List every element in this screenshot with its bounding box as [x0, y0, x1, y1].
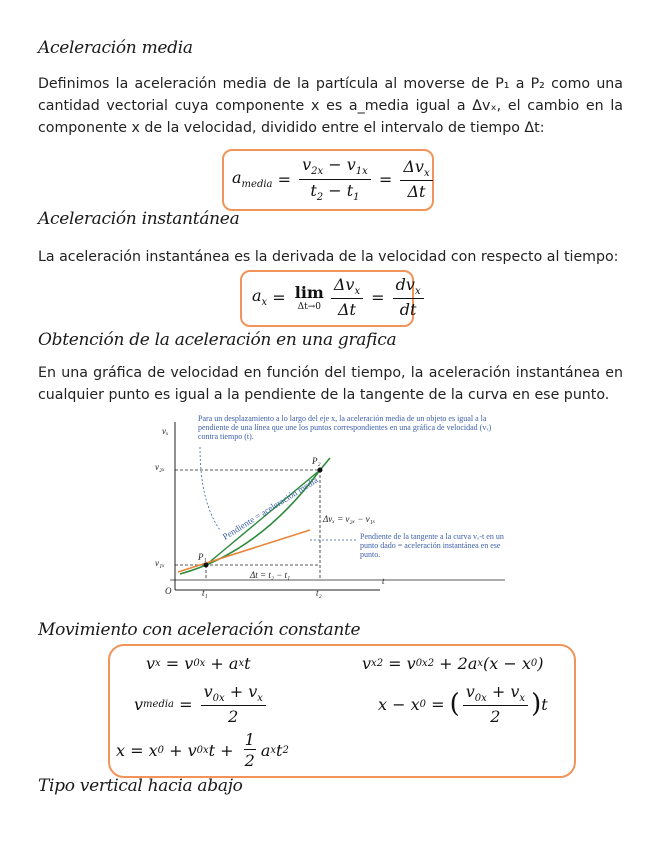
- paragraph-aceleracion-media: Definimos la aceleración media de la partícula al moverse de P₁ a P₂ como una cantidad vectorial cuya componente x es a_media igual a Δvₓ, el cambio en la componente x de la velocidad, dividido entre el intervalo de tiempo Δt:: [38, 76, 623, 136]
- v1x-label: v₁ₓ: [155, 558, 165, 568]
- equation-const-5: x = x 0 + v 0x t + $\frac{1}{2}$ a x t 2: [116, 730, 289, 770]
- p2-label: P₂: [312, 456, 321, 466]
- tangent-line: [178, 530, 310, 572]
- delta-v-label: Δvₓ = v₂ₓ − v₁ₓ: [323, 514, 376, 524]
- point-p1: [204, 563, 209, 568]
- equation-const-2: v x 2 = v 0x 2 + 2a x (x − x 0 ): [362, 653, 544, 673]
- p1-label: P₁: [198, 552, 207, 562]
- axis-v-label: vₓ: [162, 426, 169, 436]
- origin-label: O: [165, 586, 172, 596]
- equation-const-3: v media = $\frac{v_{0x} + v_x}{2}$: [134, 682, 269, 726]
- paragraph-grafica: En una gráfica de velocidad en función del tiempo, la aceleración instantánea en cualquier punto es igual a la pendiente de la tangente de la curva en ese punto.: [38, 365, 623, 403]
- heading-obtencion-grafica: Obtención de la aceleración en una grafica: [38, 330, 397, 350]
- heading-tiro-vertical: Tipo vertical hacia abajo: [38, 776, 243, 796]
- equation-inst-acceleration: $a_x$ = lim Δt→0 $\frac{\Delta v_x}{\Delta t}$ = $\frac{dv_x}{dt}$: [252, 273, 427, 321]
- heading-movimiento-constante: Movimiento con aceleración constante: [38, 620, 361, 640]
- equation-const-4: x − x 0 = ( $\frac{v_{0x} + v_x}{2}$ ) t: [378, 681, 548, 727]
- paragraph-aceleracion-instantanea: La aceleración instantánea es la derivada de la velocidad con respecto al tiempo:: [38, 249, 619, 265]
- note-top: Para un desplazamiento a lo largo del eje x, la aceleración media de un objeto es igual a la pendiente de una línea que une los puntos correspondientes en una gráfica de velocidad (vₓ) contra tiempo (t).: [198, 414, 492, 441]
- slope-label: Pendiente = aceleración media: [220, 474, 320, 542]
- velocity-time-figure: [150, 412, 510, 602]
- axis-t-label: t: [382, 576, 385, 586]
- point-p2: [318, 468, 323, 473]
- delta-t-label: Δt = t₂ − t₁: [250, 570, 291, 580]
- equation-avg-acceleration: $a_{media}$ = $\frac{v_{2x} - v_{1x}}{t_2 - t_1}$ = $\frac{\Delta v_x}{\Delta t}$: [232, 155, 436, 203]
- v2x-label: v₂ₓ: [155, 462, 165, 472]
- t2-label: t₂: [316, 588, 322, 598]
- equation-const-1: v x = v 0x + a x t: [146, 653, 251, 673]
- t1-label: t₁: [202, 588, 208, 598]
- heading-aceleracion-instantanea: Aceleración instantánea: [38, 209, 240, 229]
- heading-aceleracion-media: Aceleración media: [38, 38, 193, 58]
- note-right: Pendiente de la tangente a la curva vₓ-t en un punto dado = aceleración instantánea en ese punto.: [360, 532, 504, 559]
